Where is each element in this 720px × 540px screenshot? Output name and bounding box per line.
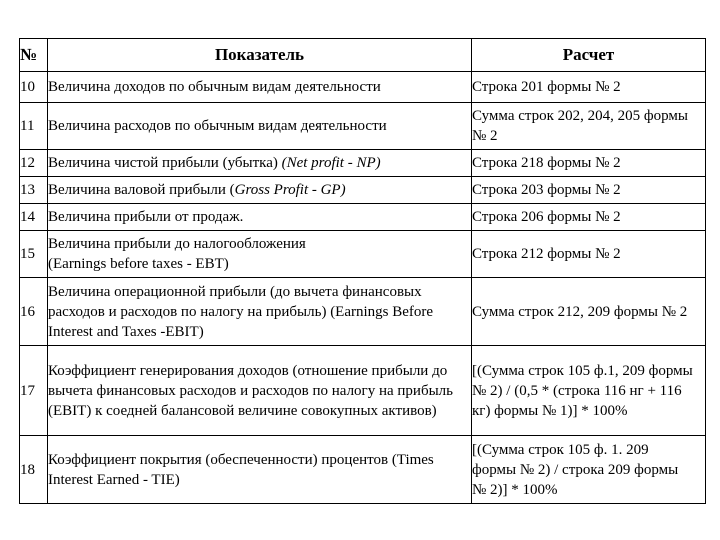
row-indicator-text: Величина прибыли до налогообложения (Earnings before taxes - EBT) (48, 236, 306, 272)
row-indicator (48, 231, 472, 278)
row-calc-text: [(Сумма строк 105 ф.1, 209 формы № 2) / (0,5 * (строка 116 нг + 116 кг) формы № 1)] * 100% (472, 362, 693, 419)
row-num: 13 (20, 177, 48, 204)
header-num: № (20, 39, 48, 72)
row-indicator-text: Величина чистой прибыли (убытка) (48, 155, 282, 171)
row-num: 14 (20, 204, 48, 231)
row-indicator (48, 177, 472, 204)
row-num: 12 (20, 150, 48, 177)
table-row (20, 177, 706, 204)
table-row (20, 436, 706, 504)
row-indicator-text: Величина валовой прибыли ( (48, 182, 235, 198)
row-indicator-italic: (Net profit - NP) (281, 155, 381, 171)
row-num: 15 (20, 231, 48, 278)
row-calc: Строка 212 формы № 2 (472, 231, 706, 278)
row-num: 16 (20, 278, 48, 346)
row-indicator (48, 278, 472, 346)
table-row (20, 72, 706, 103)
table-row (20, 103, 706, 150)
row-indicator: Величина расходов по обычным видам деятельности (48, 103, 472, 150)
row-indicator-text: Коэффициент покрытия (обеспеченности) процентов (Times Interest Earned - TIE) (48, 451, 434, 488)
row-indicator: Величина доходов по обычным видам деятельности (48, 72, 472, 103)
table-row (20, 231, 706, 278)
row-indicator-text: Коэффициент генерирования доходов (отношение прибыли до вычета финансовых расходов и расходов по налогу на прибыль (EBIT) к соедней балансовой величине совокупных активов) (48, 362, 453, 419)
row-indicator (48, 436, 472, 504)
row-indicator-italic: Gross Profit - GP) (234, 182, 346, 198)
row-calc: Строка 218 формы № 2 (472, 150, 706, 177)
row-indicator (48, 346, 472, 436)
table-row (20, 346, 706, 436)
row-num: 17 (20, 346, 48, 436)
row-indicator (48, 150, 472, 177)
row-calc: Сумма строк 202, 204, 205 формы № 2 (472, 103, 706, 150)
header-calc: Расчет (472, 39, 706, 72)
table-row (20, 278, 706, 346)
header-indicator: Показатель (48, 39, 472, 72)
row-calc-text: [(Сумма строк 105 ф. 1. 209 формы № 2) / строка 209 формы № 2)] * 100% (472, 441, 679, 498)
row-calc: Сумма строк 212, 209 формы № 2 (472, 278, 706, 346)
row-calc: Строка 206 формы № 2 (472, 204, 706, 231)
row-calc (472, 346, 706, 436)
table-row (20, 150, 706, 177)
row-calc: Строка 201 формы № 2 (472, 72, 706, 103)
row-indicator-text: Величина операционной прибыли (до вычета финансовых расходов и расходов по налогу на прибыль) (Earnings Before Interest and Taxes -EBIT) (48, 283, 434, 340)
row-num: 11 (20, 103, 48, 150)
row-num: 10 (20, 72, 48, 103)
row-calc (472, 436, 706, 504)
table-row (20, 204, 706, 231)
row-indicator: Величина прибыли от продаж. (48, 204, 472, 231)
indicators-table (19, 38, 706, 504)
row-num: 18 (20, 436, 48, 504)
header-row (20, 39, 706, 72)
row-calc: Строка 203 формы № 2 (472, 177, 706, 204)
